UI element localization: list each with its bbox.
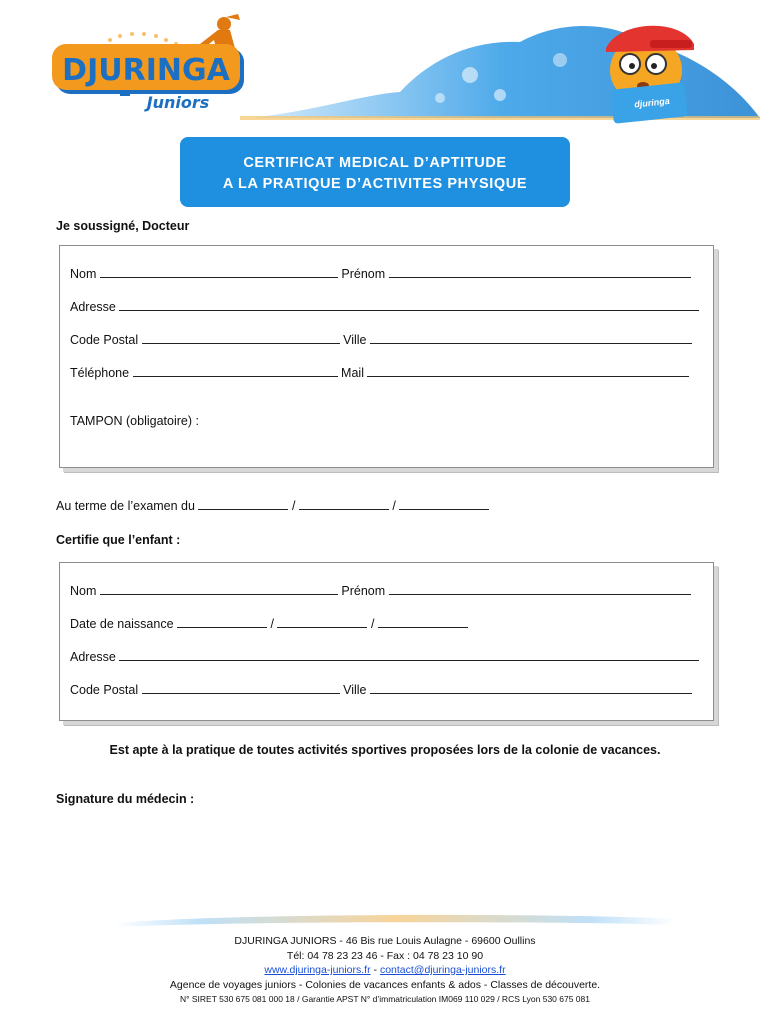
child-form-box: [59, 562, 714, 721]
child-adresse-label: Adresse: [70, 650, 116, 664]
footer-phone-fax: Tél: 04 78 23 23 46 - Fax : 04 78 23 10 90: [286, 949, 484, 962]
footer-legal: N° SIRET 530 675 081 000 18 / Garantie APST N° d’immatriculation IM069 110 029 / RCS Lyon 530 675 081: [179, 994, 590, 1004]
child-nom-label: Nom: [70, 584, 97, 598]
doctor-code-postal-label: Code Postal: [70, 333, 139, 347]
footer-address: DJURINGA JUNIORS - 46 Bis rue Louis Aulagne - 69600 Oullins: [234, 935, 536, 947]
doctor-contact-row: [70, 365, 689, 380]
child-nom-field[interactable]: [100, 583, 338, 595]
doctor-mail-field[interactable]: [367, 365, 689, 377]
doctor-address-row: [70, 299, 699, 314]
mascot-icon: [606, 26, 694, 124]
child-address-row: [70, 649, 699, 664]
child-code-postal-field[interactable]: [142, 682, 340, 694]
child-birth-day-field[interactable]: [177, 616, 267, 628]
exam-date-row: [56, 498, 489, 513]
child-prenom-field[interactable]: [389, 583, 691, 595]
child-birth-month-field[interactable]: [277, 616, 367, 628]
doctor-form-box: [59, 245, 714, 468]
footer-links: [0, 963, 770, 978]
document-title-box: [180, 137, 570, 207]
doctor-prenom-label: Prénom: [341, 267, 386, 281]
doctor-telephone-field[interactable]: [133, 365, 338, 377]
exam-year-field[interactable]: [399, 498, 489, 510]
footer-email-link[interactable]: contact@djuringa-juniors.fr: [379, 964, 506, 976]
exam-day-field[interactable]: [198, 498, 288, 510]
doctor-telephone-label: Téléphone: [70, 366, 130, 380]
child-ville-field[interactable]: [370, 682, 692, 694]
aptitude-statement: Est apte à la pratique de toutes activités sportives proposées lors de la colonie de vacances.: [109, 743, 661, 757]
doctor-adresse-label: Adresse: [70, 300, 116, 314]
doctor-city-row: [70, 332, 692, 347]
child-prenom-label: Prénom: [341, 584, 386, 598]
footer-agency-description: Agence de voyages juniors - Colonies de vacances enfants & ados - Classes de découverte.: [169, 978, 601, 991]
doctor-ville-label: Ville: [343, 333, 367, 347]
doctor-intro: Je soussigné, Docteur: [56, 219, 190, 233]
footer-link-separator: -: [370, 964, 380, 976]
logo-sub-text: Juniors: [146, 93, 210, 112]
doctor-code-postal-field[interactable]: [142, 332, 340, 344]
child-birth-row: [70, 616, 468, 631]
footer-decorative-bar: [115, 909, 675, 929]
child-birth-slash-2: /: [370, 617, 375, 631]
header-illustration: [0, 0, 770, 130]
title-line-1: CERTIFICAT MEDICAL D’APTITUDE: [243, 155, 507, 171]
doctor-adresse-field[interactable]: [119, 299, 699, 311]
child-birth-slash-1: /: [270, 617, 274, 631]
signature-label: Signature du médecin :: [56, 792, 195, 806]
logo-main-text: DJURINGA: [62, 53, 230, 88]
doctor-tampon-label: TAMPON (obligatoire) :: [70, 414, 199, 428]
doctor-mail-label: Mail: [341, 366, 364, 380]
child-birth-year-field[interactable]: [378, 616, 468, 628]
footer-website-link[interactable]: www.djuringa-juniors.fr: [264, 964, 371, 976]
title-line-2: A LA PRATIQUE D’ACTIVITES PHYSIQUE: [222, 176, 528, 192]
doctor-name-row: [70, 266, 691, 281]
child-ville-label: Ville: [343, 683, 367, 697]
child-code-postal-label: Code Postal: [70, 683, 139, 697]
exam-date-slash-1: /: [291, 499, 296, 513]
exam-month-field[interactable]: [299, 498, 389, 510]
doctor-ville-field[interactable]: [370, 332, 692, 344]
footer: [0, 934, 770, 1007]
child-name-row: [70, 583, 691, 598]
child-adresse-field[interactable]: [119, 649, 699, 661]
exam-date-slash-2: /: [392, 499, 396, 513]
child-birth-label: Date de naissance: [70, 617, 174, 631]
exam-date-label: Au terme de l’examen du: [56, 499, 195, 513]
child-city-row: [70, 682, 692, 697]
mascot-book-text: djuringa: [633, 95, 671, 110]
child-intro: Certifie que l’enfant :: [56, 533, 181, 547]
doctor-nom-field[interactable]: [100, 266, 338, 278]
doctor-prenom-field[interactable]: [389, 266, 691, 278]
header-banner: [0, 0, 770, 130]
doctor-nom-label: Nom: [70, 267, 97, 281]
